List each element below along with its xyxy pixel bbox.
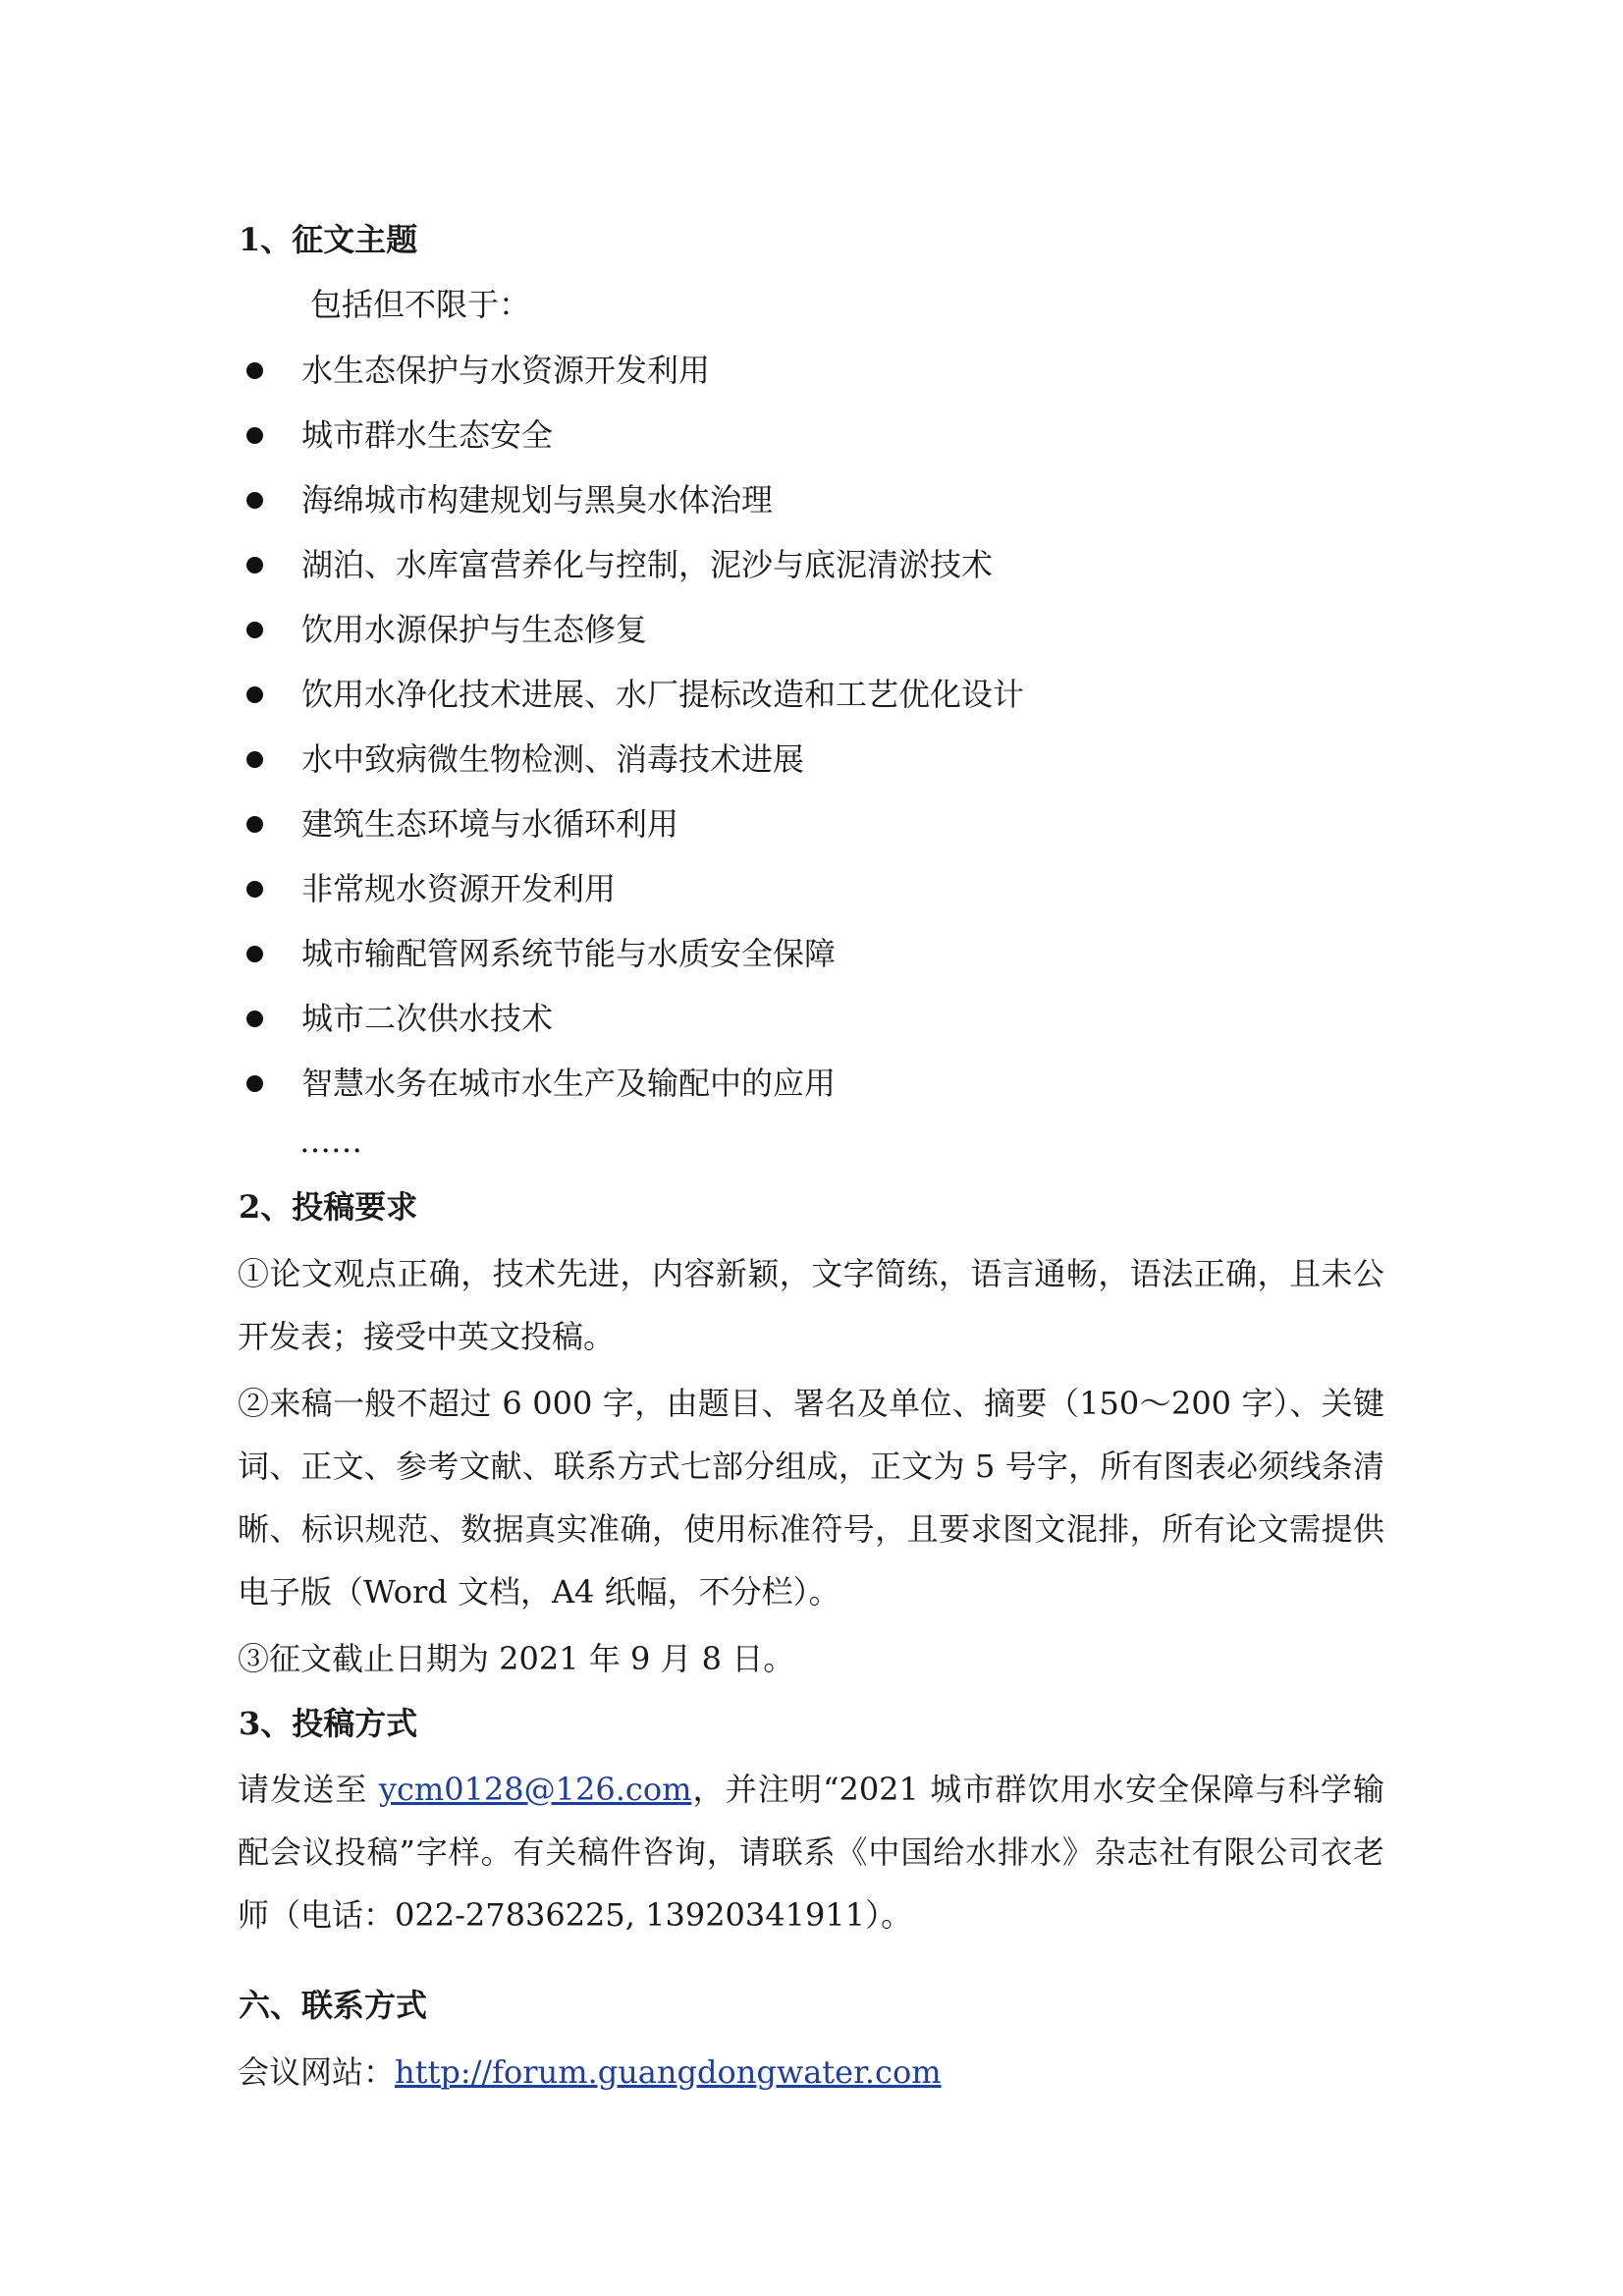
topic-text: 城市二次供水技术 (301, 1000, 554, 1037)
topic-item (239, 738, 1024, 802)
requirement-3: ③征文截止日期为 2021 年 9 月 8 日。 (238, 1640, 795, 1677)
bullet-icon (239, 997, 301, 1040)
topic-item (239, 413, 1024, 478)
email-link[interactable]: ycm0128@126.com (378, 1771, 692, 1808)
topic-item (239, 932, 1024, 997)
section-3-title: 3、投稿方式 (239, 1705, 418, 1742)
bullet-icon (239, 932, 301, 975)
section-6-title: 六、联系方式 (239, 1987, 428, 2024)
bullet-icon (239, 802, 301, 846)
topic-text: 水生态保护与水资源开发利用 (301, 352, 711, 389)
topic-text: 海绵城市构建规划与黑臭水体治理 (301, 481, 774, 519)
submission-method (238, 1758, 1384, 1946)
topic-item (239, 802, 1024, 867)
topic-text: 非常规水资源开发利用 (301, 870, 617, 907)
topic-item (239, 1062, 1024, 1126)
topic-text: 建筑生态环境与水循环利用 (301, 805, 679, 843)
topics-ellipsis: …… (299, 1122, 362, 1160)
bullet-icon (239, 738, 301, 781)
requirement-2: ②来稿一般不超过 6 000 字，由题目、署名及单位、摘要（150～200 字）、关键词、正文、参考文献、联系方式七部分组成，正文为 5 号字，所有图表必须线条清晰、标识规范、数据真实准确，使用标准符号，且要求图文混排，所有论文需提供电子版（Word 文档，A4 纸幅，不分栏）。 (238, 1385, 1384, 1611)
website-label: 会议网站： (238, 2053, 396, 2091)
bullet-icon (239, 478, 301, 521)
topic-text: 城市输配管网系统节能与水质安全保障 (301, 935, 837, 972)
topic-text: 城市群水生态安全 (301, 416, 554, 454)
topic-list (239, 349, 1024, 1126)
conference-website (238, 2041, 1384, 2104)
topic-item (239, 349, 1024, 413)
topics-intro: 包括但不限于： (310, 286, 531, 323)
requirement-1: ①论文观点正确，技术先进，内容新颖，文字简练，语言通畅，语法正确，且未公开发表；接受中英文投稿。 (238, 1255, 1384, 1355)
topic-item (239, 608, 1024, 673)
topic-text: 智慧水务在城市水生产及输配中的应用 (301, 1065, 837, 1102)
topic-item (239, 673, 1024, 738)
topic-text: 饮用水净化技术进展、水厂提标改造和工艺优化设计 (301, 676, 1025, 713)
topic-text: 水中致病微生物检测、消毒技术进展 (301, 740, 805, 778)
bullet-icon (239, 349, 301, 392)
bullet-icon (239, 413, 301, 457)
topic-text: 饮用水源保护与生态修复 (301, 611, 648, 648)
bullet-icon (239, 543, 301, 586)
topic-item (239, 867, 1024, 932)
website-link[interactable]: http://forum.guangdongwater.com (395, 2053, 942, 2091)
topic-item (239, 478, 1024, 543)
topic-item (239, 543, 1024, 608)
bullet-icon (239, 867, 301, 910)
section-2-title: 2、投稿要求 (239, 1188, 418, 1226)
submission-text-end: ，并注明“2021 城市群饮用水安全保障与科学输配会议投稿”字样。有关稿件咨询，请联系《中国给水排水》杂志社有限公司衣老师（电话：022-27836225, 13920341911）。 (238, 1771, 1384, 1934)
topic-text: 湖泊、水库富营养化与控制，泥沙与底泥清淤技术 (301, 546, 994, 583)
topic-item (239, 997, 1024, 1062)
submission-text-start: 请发送至 (238, 1771, 379, 1808)
bullet-icon (239, 608, 301, 651)
bullet-icon (239, 1062, 301, 1105)
section-1-title: 1、征文主题 (239, 221, 418, 258)
bullet-icon (239, 673, 301, 716)
